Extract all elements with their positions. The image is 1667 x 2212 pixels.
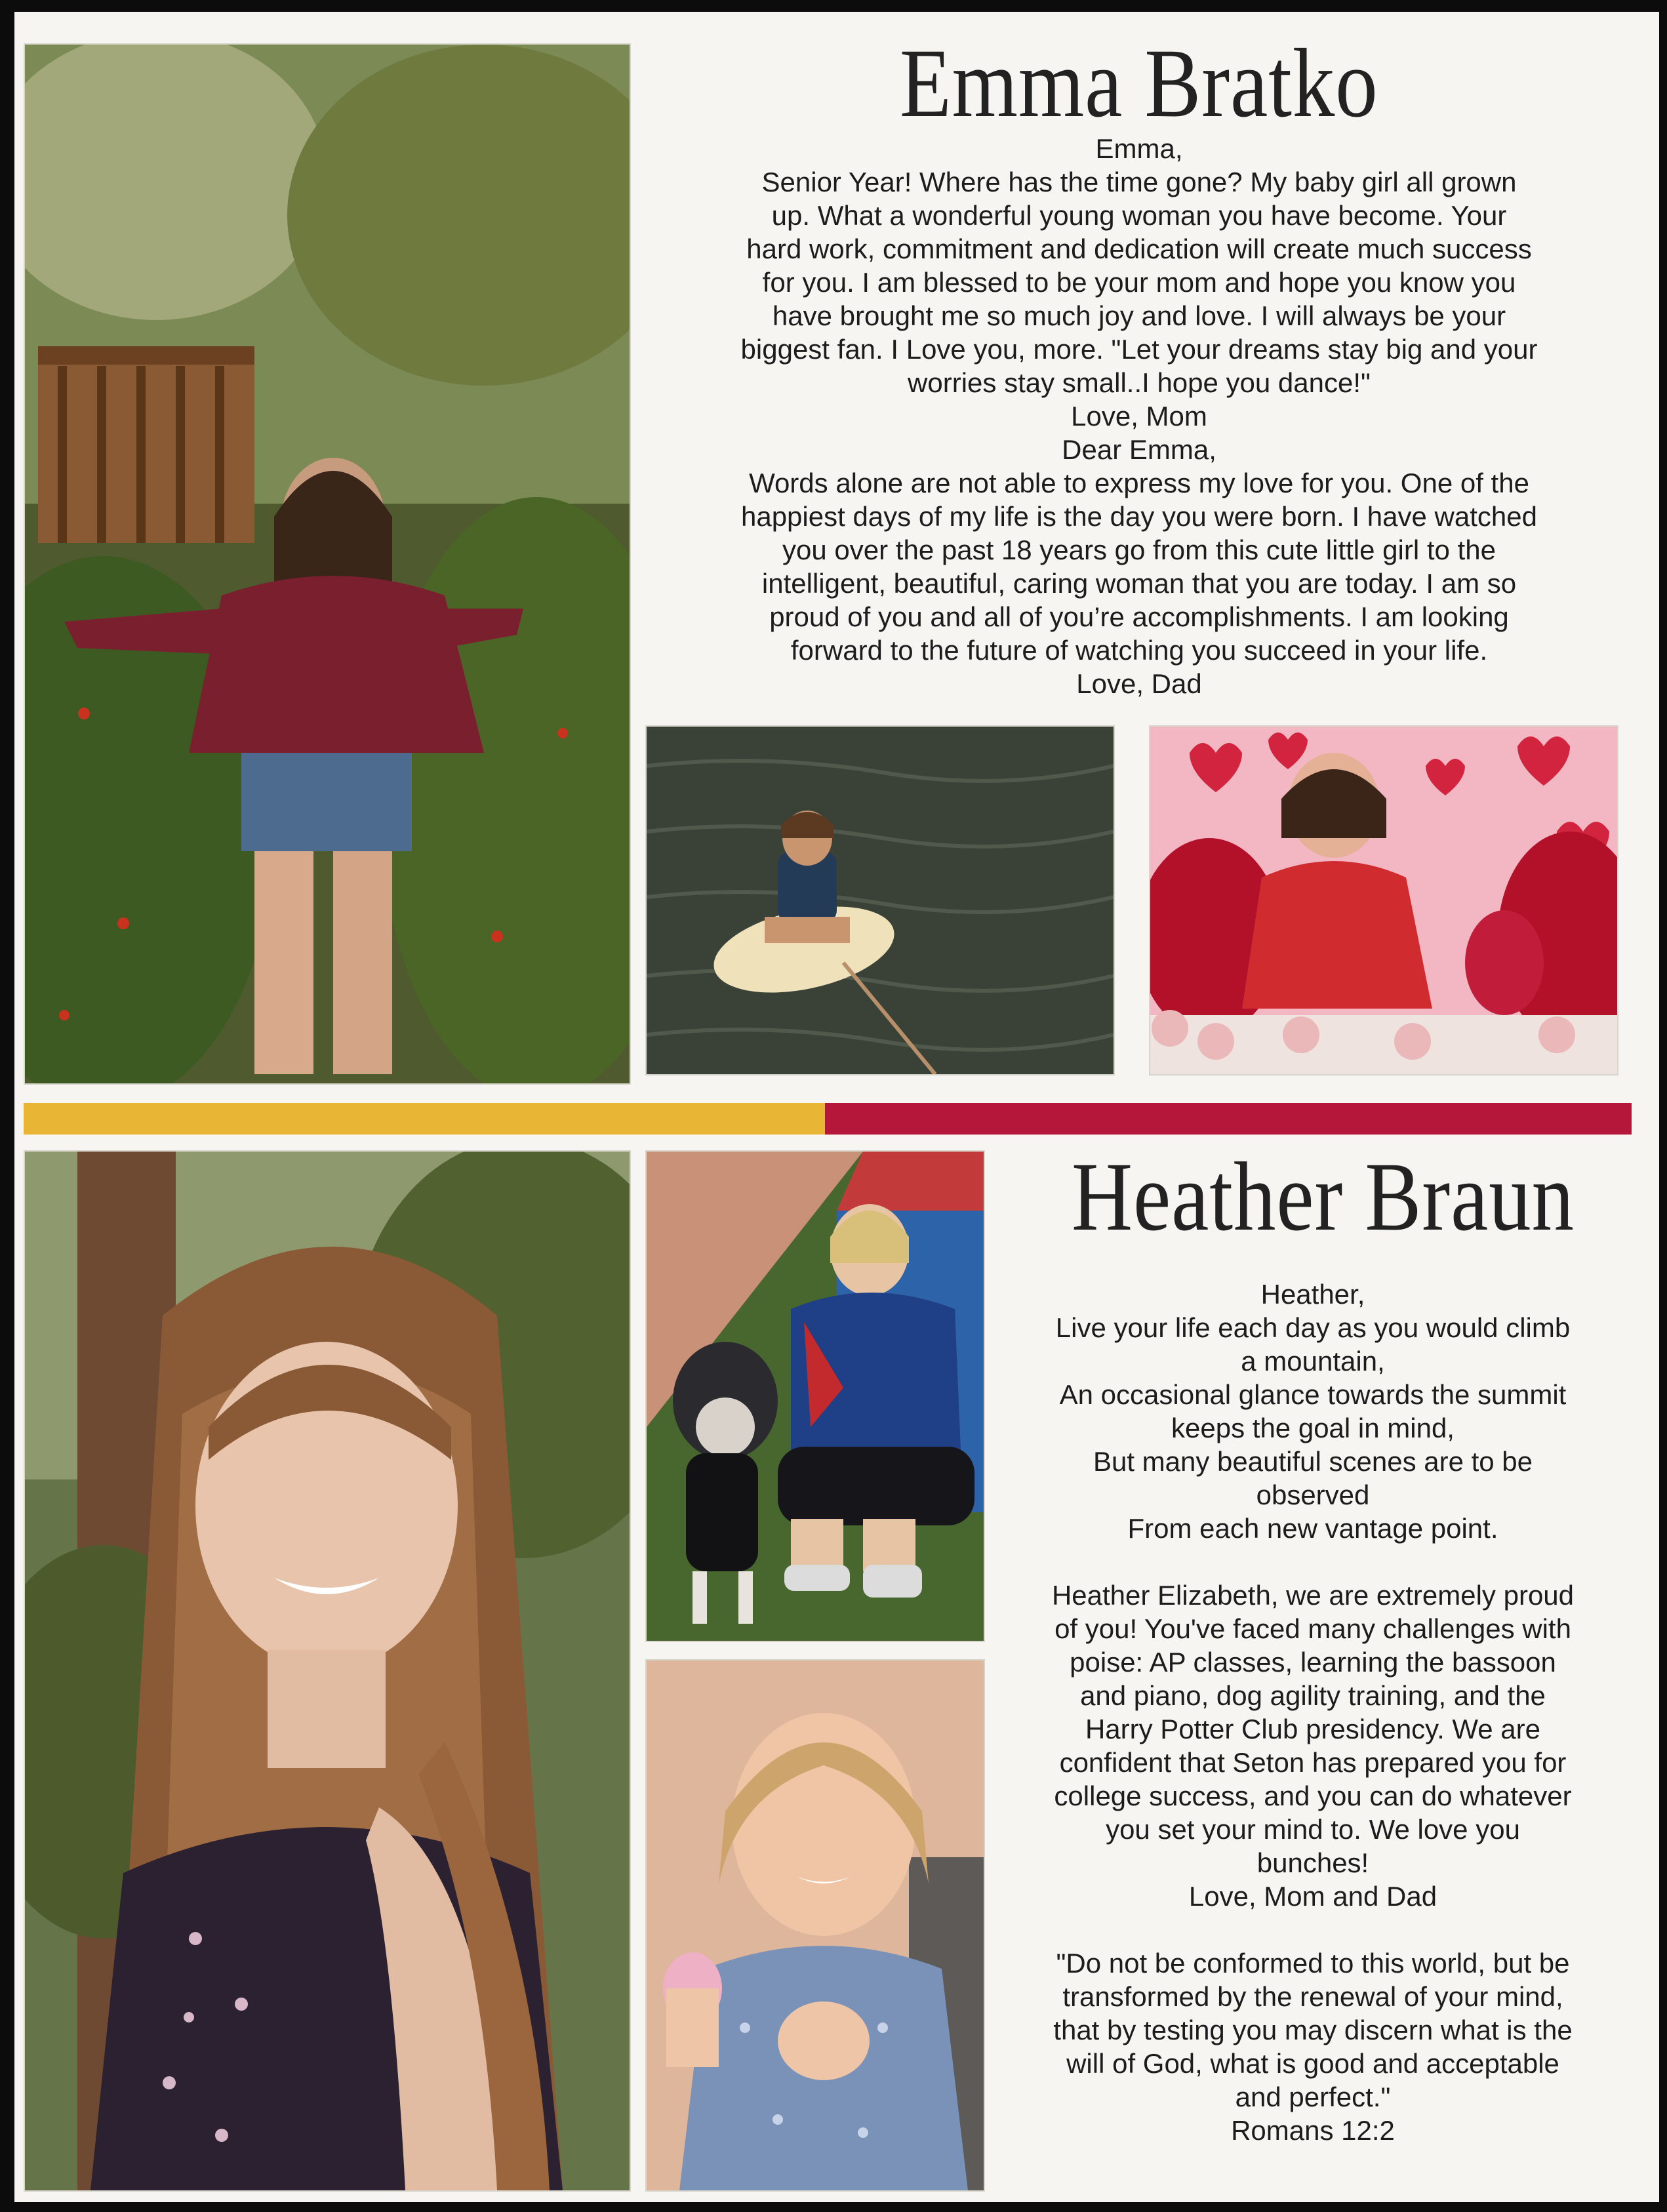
emma-message-line: proud of you and all of you’re accomplishments. I am looking xyxy=(769,601,1509,632)
heather-message-line: poise: AP classes, learning the bassoon xyxy=(1070,1647,1556,1678)
emma-message-line: worries stay small..I hope you dance!" xyxy=(908,367,1371,398)
heather-message-line: you set your mind to. We love you xyxy=(1106,1814,1520,1845)
emma-message-line: happiest days of my life is the day you were born. I have watched xyxy=(740,501,1537,532)
heather-message xyxy=(992,1277,1634,2147)
heather-message-line: "Do not be conformed to this world, but be xyxy=(1056,1948,1570,1979)
heather-message-line: that by testing you may discern what is the xyxy=(1053,2015,1573,2045)
heather-message-line: confident that Seton has prepared you for xyxy=(1059,1747,1567,1778)
heather-message-line: will of God, what is good and acceptable xyxy=(1066,2048,1559,2079)
emma-message-line: have brought me so much joy and love. I will always be your xyxy=(772,300,1506,331)
emma-message-line: intelligent, beautiful, caring woman that you are today. I am so xyxy=(761,568,1517,599)
emma-message-line: Senior Year! Where has the time gone? My baby girl all grown xyxy=(761,167,1517,197)
emma-message-line: Dear Emma, xyxy=(1062,434,1216,465)
heather-message-line: a mountain, xyxy=(1241,1346,1385,1377)
emma-message-line: Love, Dad xyxy=(1076,668,1202,699)
emma-name-heading: Emma Bratko xyxy=(900,29,1378,138)
heather-message-line: But many beautiful scenes are to be xyxy=(1093,1446,1533,1477)
emma-message-line: hard work, commitment and dedication will create much success xyxy=(746,233,1532,264)
heather-message-line: and perfect." xyxy=(1235,2081,1391,2112)
emma-message-line: for you. I am blessed to be your mom and hope you know you xyxy=(762,267,1516,298)
heather-message-line: of you! You've faced many challenges with xyxy=(1054,1613,1571,1644)
heather-message-line xyxy=(992,1913,1634,1946)
emma-message-line: forward to the future of watching you succeed in your life. xyxy=(790,635,1488,666)
heather-name-heading: Heather Braun xyxy=(1072,1142,1575,1251)
heather-message-line: and piano, dog agility training, and the xyxy=(1080,1680,1546,1711)
heather-senior-photo xyxy=(24,1150,631,2192)
emma-message-line: biggest fan. I Love you, more. "Let your dreams stay big and your xyxy=(740,334,1538,365)
heather-message-line: bunches! xyxy=(1256,1847,1369,1878)
heather-toddler-photo xyxy=(645,1659,985,2192)
heather-dog-photo xyxy=(645,1150,985,1642)
divider-gold-bar xyxy=(24,1103,825,1135)
emma-message-line: up. What a wonderful young woman you have become. Your xyxy=(771,200,1507,231)
emma-surfboard-photo xyxy=(645,725,1115,1076)
heather-message-line: From each new vantage point. xyxy=(1127,1513,1498,1544)
heather-message-line: Heather, xyxy=(1260,1279,1365,1310)
heather-message-line: Live your life each day as you would climb xyxy=(1055,1312,1571,1343)
heather-message-line: observed xyxy=(1256,1479,1370,1510)
emma-message-line: Emma, xyxy=(1095,133,1183,164)
heather-message-line: Harry Potter Club presidency. We are xyxy=(1085,1714,1541,1744)
heather-message-line: transformed by the renewal of your mind, xyxy=(1062,1981,1563,2012)
emma-valentine-photo xyxy=(1149,725,1618,1076)
heather-message-line: college success, and you can do whatever xyxy=(1054,1780,1572,1811)
heather-message-line: An occasional glance towards the summit xyxy=(1059,1379,1567,1410)
yearbook-page xyxy=(14,12,1659,2202)
heather-message-line xyxy=(992,1545,1634,1579)
emma-message-line: you over the past 18 years go from this cute little girl to the xyxy=(782,534,1496,565)
heather-message-line: Romans 12:2 xyxy=(1231,2115,1395,2146)
emma-senior-photo xyxy=(24,43,631,1085)
divider-crimson-bar xyxy=(825,1103,1632,1135)
heather-message-line: Heather Elizabeth, we are extremely proud xyxy=(1051,1580,1575,1611)
emma-message-line: Love, Mom xyxy=(1071,401,1207,432)
emma-message-line: Words alone are not able to express my love for you. One of the xyxy=(749,468,1529,498)
heather-message-line: keeps the goal in mind, xyxy=(1171,1413,1455,1443)
emma-message xyxy=(644,132,1634,700)
heather-message-line: Love, Mom and Dad xyxy=(1188,1881,1437,1912)
